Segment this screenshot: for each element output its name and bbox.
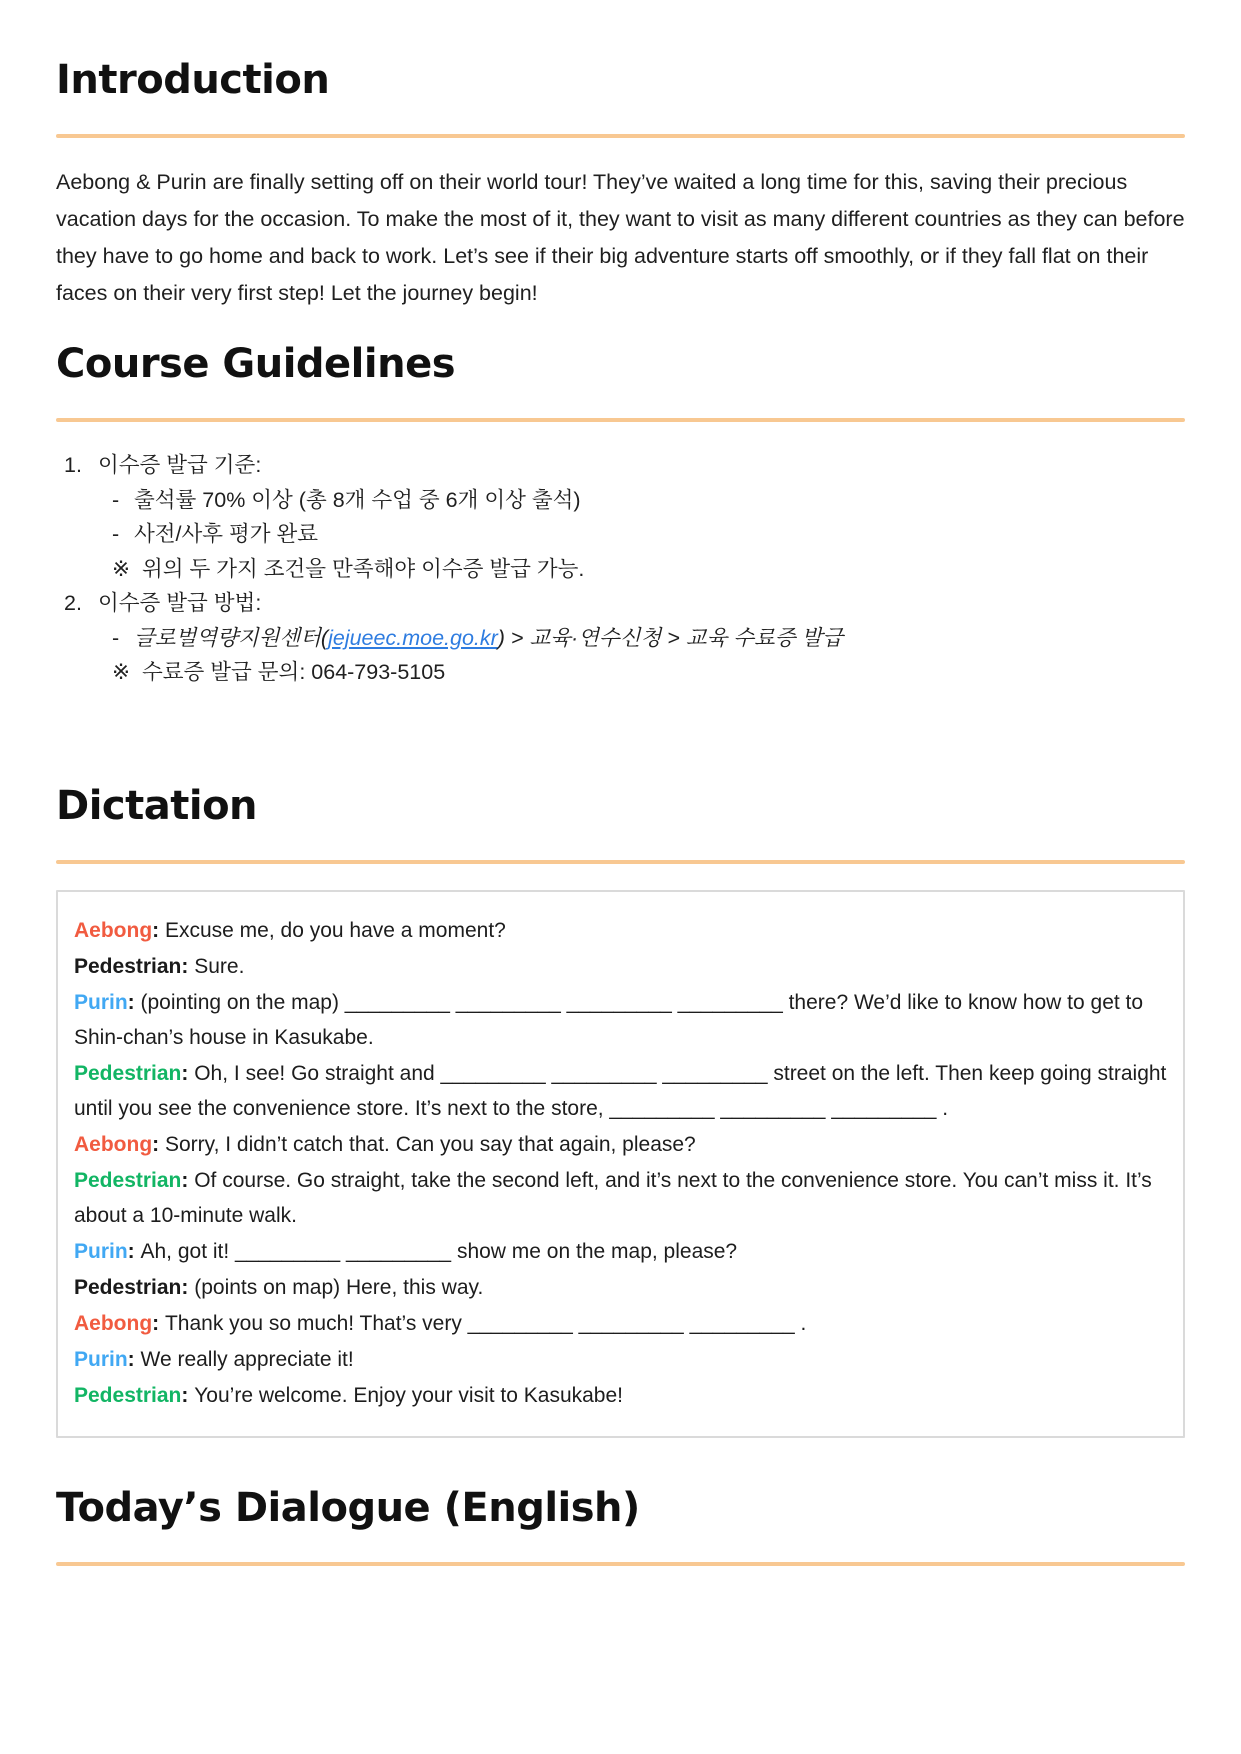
section-title-introduction: Introduction — [56, 57, 330, 103]
utterance-text: Thank you so much! That’s very _________ _________ _________ . — [164, 1311, 807, 1335]
guideline-subitem — [56, 655, 1185, 690]
guideline-item — [56, 586, 1185, 690]
divider-todays-dialogue — [56, 1562, 1185, 1566]
guideline-number: 2. — [64, 591, 82, 615]
speaker-name: Purin — [74, 990, 128, 1014]
speaker-name: Pedestrian — [74, 1275, 182, 1299]
guideline-label: 이수증 발급 방법: — [98, 591, 262, 615]
utterance-text: Of course. Go straight, take the second left, and it’s next to the convenience store. You can’t miss it. It’s about a 10-minute walk. — [74, 1168, 1152, 1227]
speaker-colon: : — [181, 1168, 195, 1192]
guidelines-list — [56, 448, 1185, 690]
speaker-name: Aebong — [74, 918, 153, 942]
guideline-subitem-text: 출석률 70% 이상 (총 8개 수업 중 6개 이상 출석) — [134, 487, 581, 512]
dialogue-line — [74, 1163, 1167, 1233]
speaker-name: Aebong — [74, 1132, 153, 1156]
dialogue-line — [74, 1270, 1167, 1305]
guideline-subitem-text: 사전/사후 평가 완료 — [134, 522, 319, 546]
speaker-colon: : — [181, 954, 195, 978]
guideline-item — [56, 448, 1185, 586]
guideline-subitem-prefix: - — [112, 487, 120, 512]
dialogue-line — [74, 913, 1167, 948]
guideline-subitem — [56, 621, 1185, 656]
section-title-dictation: Dictation — [56, 782, 258, 829]
guideline-subitem-prefix: - — [112, 522, 120, 546]
section-title-todays-dialogue: Today’s Dialogue (English) — [56, 1484, 640, 1531]
jejueec-link[interactable]: jejueec.moe.go.kr — [328, 625, 498, 650]
utterance-text: Sure. — [194, 954, 245, 978]
guideline-subitem — [56, 483, 1185, 518]
dialogue-line — [74, 1234, 1167, 1269]
speaker-name: Pedestrian — [74, 1168, 182, 1192]
speaker-name: Aebong — [74, 1311, 153, 1335]
guideline-text-fragment: 글로벌역량지원센터( — [134, 625, 329, 650]
speaker-colon: : — [152, 1132, 165, 1156]
guideline-subitem-prefix: ※ — [112, 660, 131, 684]
introduction-paragraph: Aebong & Purin are finally setting off on their world tour! They’ve waited a long time for this, saving their precious vacation days for the occasion. To make the most of it, they want to visit as many different countries as they can before they have to go home and back to work. Let’s see if their big adventure starts off smoothly, or if they fall flat on their faces on their very first step! Let the journey begin! — [56, 170, 1185, 305]
speaker-colon: : — [181, 1061, 195, 1085]
utterance-text: Excuse me, do you have a moment? — [164, 918, 506, 942]
speaker-colon: : — [181, 1383, 195, 1407]
utterance-text: You’re welcome. Enjoy your visit to Kasukabe! — [194, 1383, 623, 1407]
guideline-subitem-text — [134, 621, 843, 656]
guideline-label: 이수증 발급 기준: — [98, 453, 262, 477]
dialogue-line — [74, 1306, 1167, 1341]
utterance-text: (points on map) Here, this way. — [194, 1275, 484, 1299]
speaker-name: Pedestrian — [74, 954, 182, 978]
dialogue-line — [74, 949, 1167, 984]
speaker-name: Pedestrian — [74, 1061, 182, 1085]
guideline-subitem — [56, 517, 1185, 552]
speaker-name: Purin — [74, 1239, 128, 1263]
utterance-text: Ah, got it! _________ _________ show me on the map, please? — [140, 1239, 738, 1263]
guideline-subitem-text: 수료증 발급 문의: 064-793-5105 — [142, 660, 446, 684]
guideline-subitem-text: 위의 두 가지 조건을 만족해야 이수증 발급 가능. — [142, 556, 585, 581]
guideline-head — [56, 448, 1185, 483]
speaker-colon: : — [181, 1275, 195, 1299]
utterance-text: We really appreciate it! — [140, 1347, 354, 1371]
guideline-head — [56, 586, 1185, 621]
guideline-subitem-prefix: ※ — [112, 556, 131, 581]
divider-introduction — [56, 134, 1185, 138]
divider-dictation — [56, 860, 1185, 864]
divider-course-guidelines — [56, 418, 1185, 422]
speaker-colon: : — [152, 918, 165, 942]
guideline-subitem — [56, 552, 1185, 587]
dialogue-line — [74, 1378, 1167, 1413]
dialogue-line — [74, 1056, 1167, 1126]
utterance-text: Oh, I see! Go straight and _________ _________ _________ street on the left. Then keep going straight until you see the convenience store. It’s next to the store, _________ _________ _________ . — [74, 1061, 1167, 1120]
speaker-colon: : — [127, 990, 141, 1014]
guideline-text-fragment: ) > 교육·연수신청 > 교육 수료증 발급 — [497, 625, 844, 650]
speaker-colon: : — [152, 1311, 165, 1335]
dictation-box — [56, 890, 1185, 1438]
section-title-course-guidelines: Course Guidelines — [56, 341, 456, 387]
speaker-name: Purin — [74, 1347, 128, 1371]
dialogue-line — [74, 1342, 1167, 1377]
speaker-name: Pedestrian — [74, 1383, 182, 1407]
utterance-text: Sorry, I didn’t catch that. Can you say that again, please? — [164, 1132, 696, 1156]
dialogue-line — [74, 985, 1167, 1055]
guideline-number: 1. — [64, 453, 82, 477]
dialogue-line — [74, 1127, 1167, 1162]
guideline-subitem-prefix: - — [112, 625, 120, 650]
speaker-colon: : — [127, 1239, 141, 1263]
speaker-colon: : — [127, 1347, 141, 1371]
utterance-text: (pointing on the map) _________ _________ _________ _________ there? We’d like to know how to get to Shin-chan’s house in Kasukabe. — [74, 990, 1144, 1049]
